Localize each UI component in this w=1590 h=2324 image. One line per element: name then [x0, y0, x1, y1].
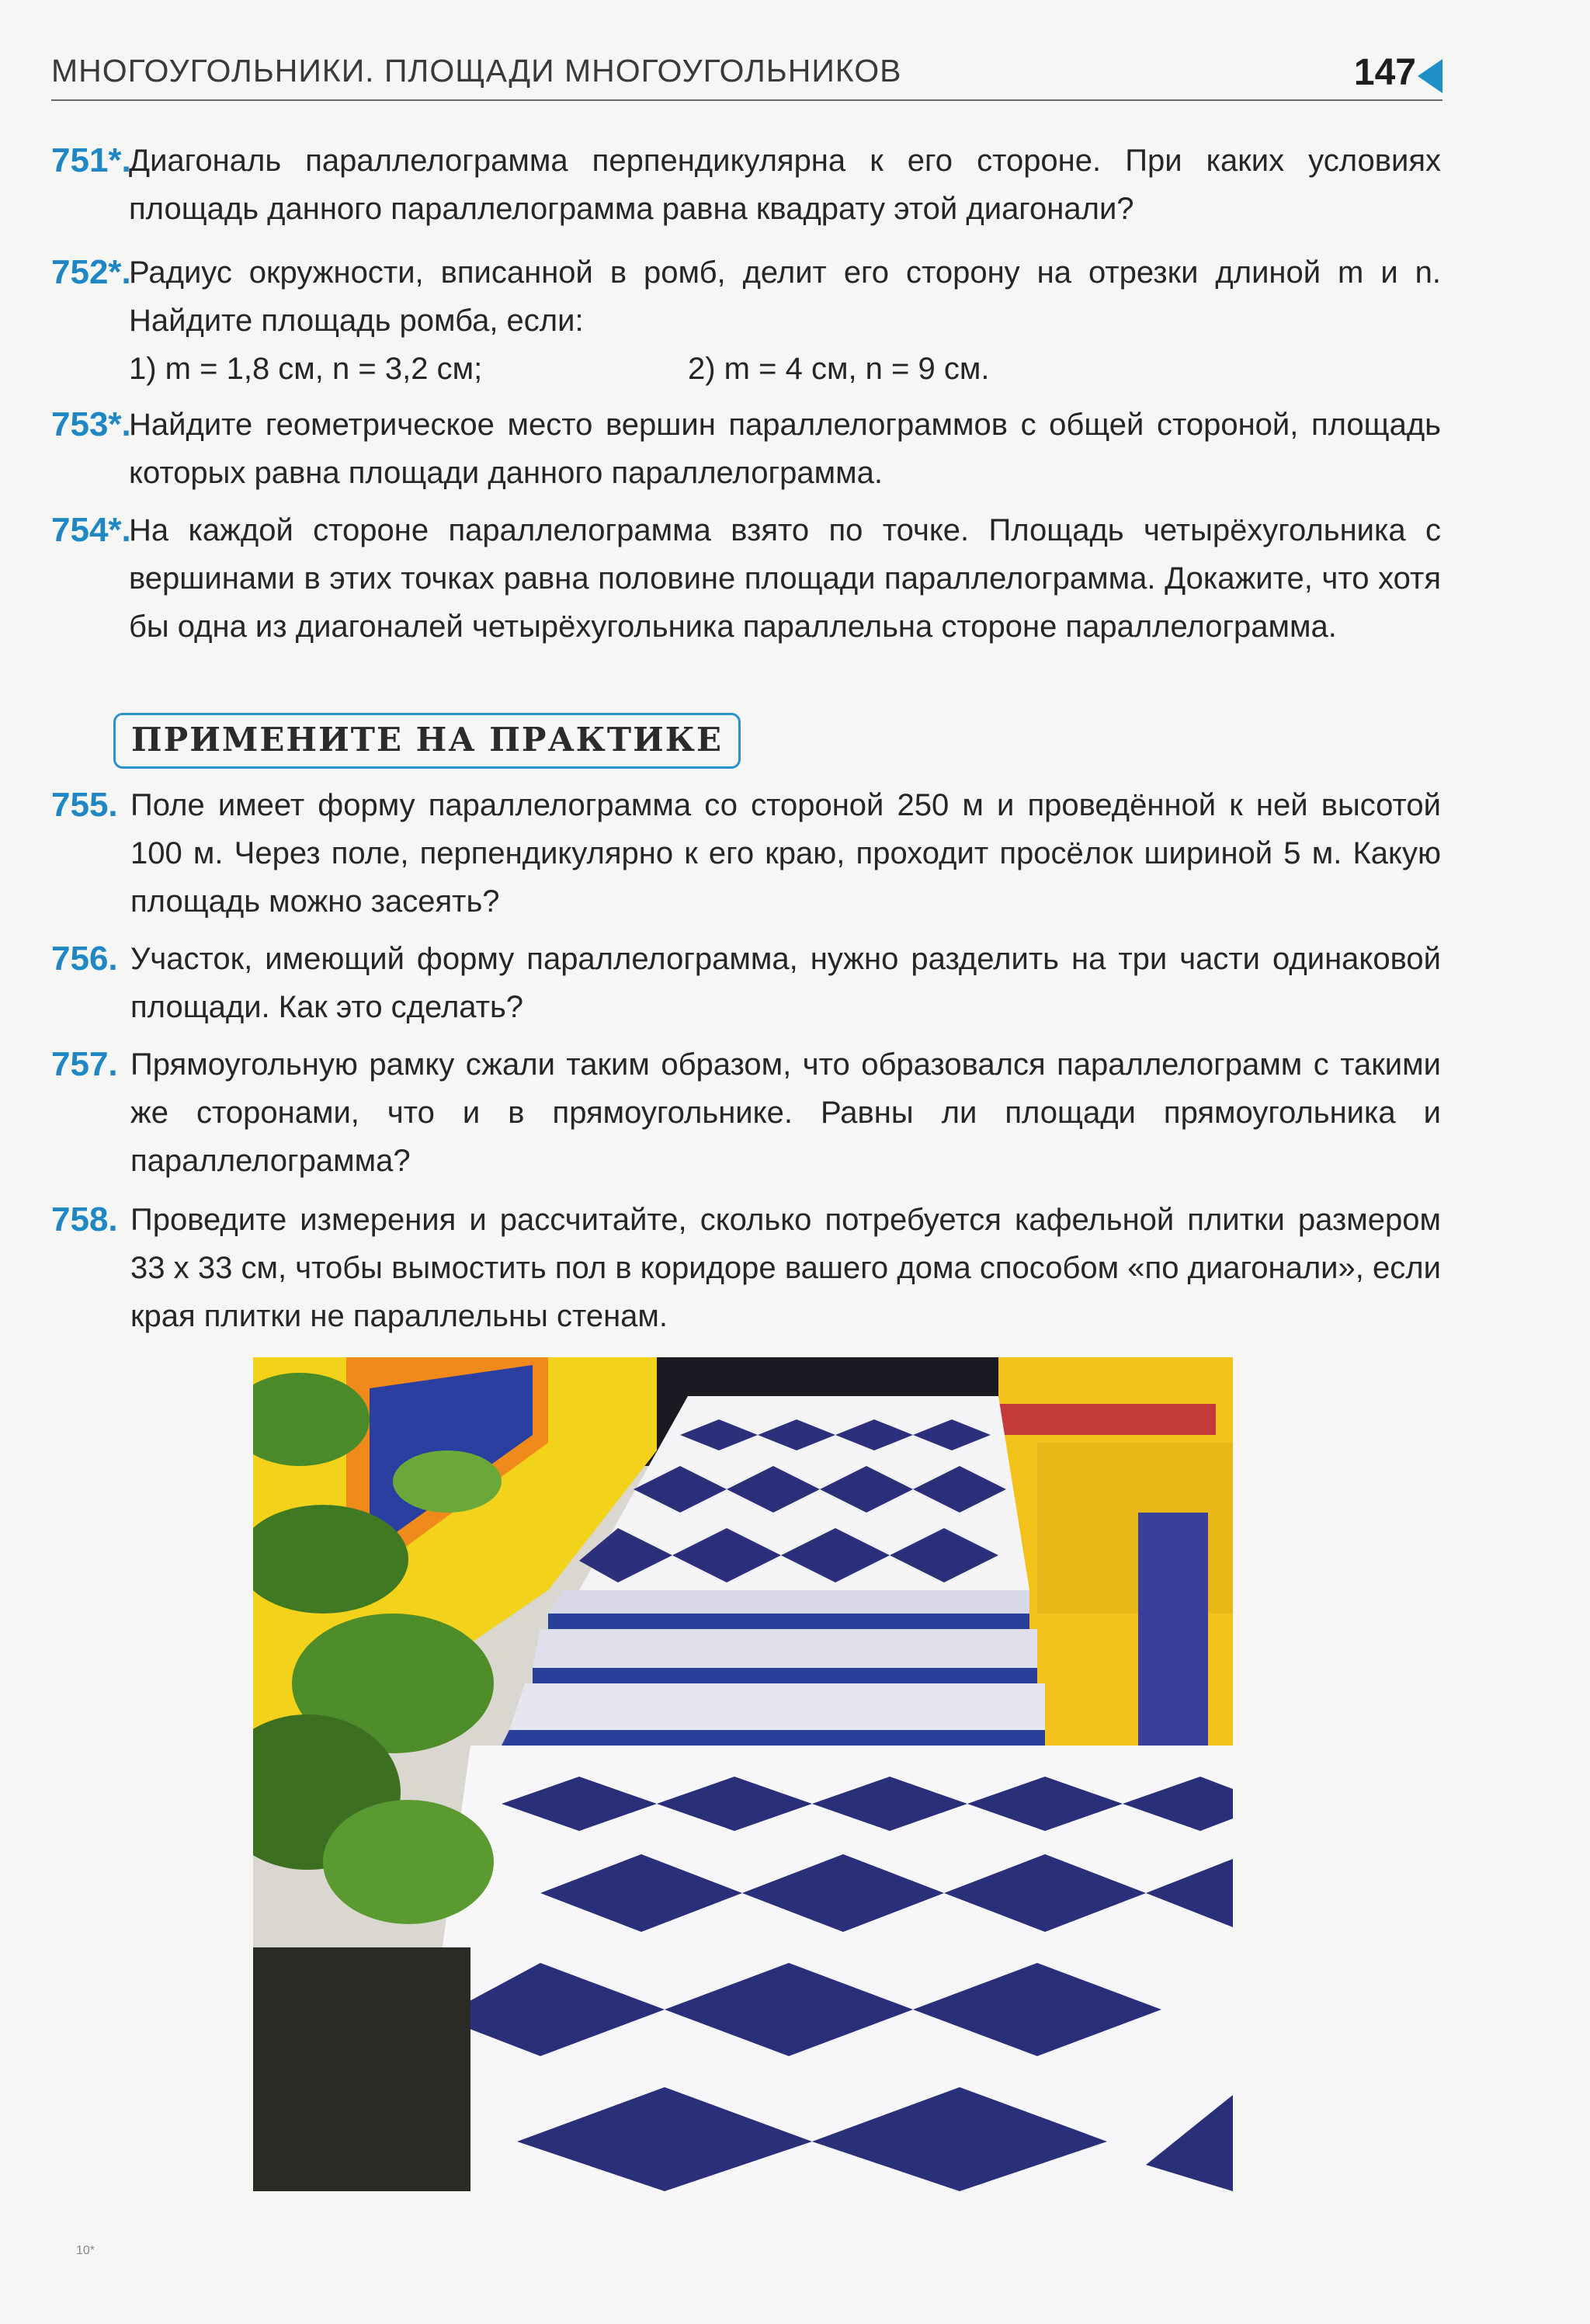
problem-number: 754*.	[51, 511, 131, 549]
stair-1-edge	[548, 1614, 1029, 1629]
running-header	[51, 50, 1442, 101]
stair-2	[533, 1629, 1037, 1668]
problem-number: 753*.	[51, 405, 131, 443]
problem-756	[51, 935, 1441, 1031]
problem-number: 752*.	[51, 253, 131, 291]
problem-text: Поле имеет форму параллелограмма со стороной 250 м и проведённой к ней высотой 100 м. Через поле, перпендикулярно к его краю, проходит просёлок шириной 5 м. Какую площадь можно засеять?	[130, 788, 1441, 919]
problem-754	[51, 506, 1441, 651]
problem-755	[51, 781, 1441, 926]
page-arrow-icon	[1418, 59, 1442, 93]
section-heading: ПРИМЕНИТЕ НА ПРАКТИКЕ	[113, 713, 741, 769]
problem-text: Радиус окружности, вписанной в ромб, делит его сторону на отрезки длиной m и n. Найдите площадь ромба, если:	[129, 255, 1441, 338]
problem-options	[129, 345, 1441, 393]
problem-758	[51, 1196, 1441, 1340]
photo-illustration	[253, 1357, 1233, 2191]
problem-number: 756.	[51, 940, 118, 978]
stair-1	[548, 1590, 1029, 1614]
chapter-title: МНОГОУГОЛЬНИКИ. ПЛОЩАДИ МНОГОУГОЛЬНИКОВ	[51, 53, 902, 89]
red-rail	[998, 1404, 1216, 1435]
problem-number: 751*.	[51, 141, 131, 179]
stair-3	[509, 1683, 1045, 1730]
footnote-mark: 10*	[76, 2244, 95, 2257]
problem-number: 755.	[51, 786, 118, 824]
page-number: 147	[1353, 52, 1416, 93]
problem-number: 757.	[51, 1045, 118, 1083]
problem-752	[51, 248, 1441, 393]
problem-number: 758.	[51, 1200, 118, 1238]
stair-2-edge	[533, 1668, 1037, 1683]
tiled-corridor-photo	[253, 1357, 1233, 2191]
problem-text: Найдите геометрическое место вершин параллелограммов с общей стороной, площадь которых равна площади данного параллелограмма.	[129, 408, 1441, 490]
problem-text: Прямоугольную рамку сжали таким образом, что образовался параллелограмм с такими же сторонами, что и в прямоугольнике. Равны ли площади прямоугольника и параллелограмма?	[130, 1047, 1441, 1178]
option-1: 1) m = 1,8 см, n = 3,2 см;	[129, 352, 483, 386]
problem-757	[51, 1040, 1441, 1185]
problem-text: Участок, имеющий форму параллелограмма, нужно разделить на три части одинаковой площади. Как это сделать?	[130, 942, 1441, 1024]
problem-text: На каждой стороне параллелограмма взято по точке. Площадь четырёхугольника с вершинами в этих точках равна половине площади параллелограмма. Докажите, что хотя бы одна из диагоналей четырёхугольника параллельна стороне параллелограмма.	[129, 513, 1441, 644]
stair-3-edge	[502, 1730, 1045, 1746]
problem-text: Диагональ параллелограмма перпендикулярна к его стороне. При каких условиях площадь данного параллелограмма равна квадрату этой диагонали?	[129, 144, 1441, 226]
option-2: 2) m = 4 см, n = 9 см.	[688, 352, 990, 386]
problem-text: Проведите измерения и рассчитайте, сколько потребуется кафельной плитки размером 33 x 33 см, чтобы вымостить пол в коридоре вашего дома способом «по диагонали», если края плитки не параллельны стенам.	[130, 1203, 1441, 1333]
problem-753	[51, 401, 1441, 497]
problem-751	[51, 137, 1441, 233]
